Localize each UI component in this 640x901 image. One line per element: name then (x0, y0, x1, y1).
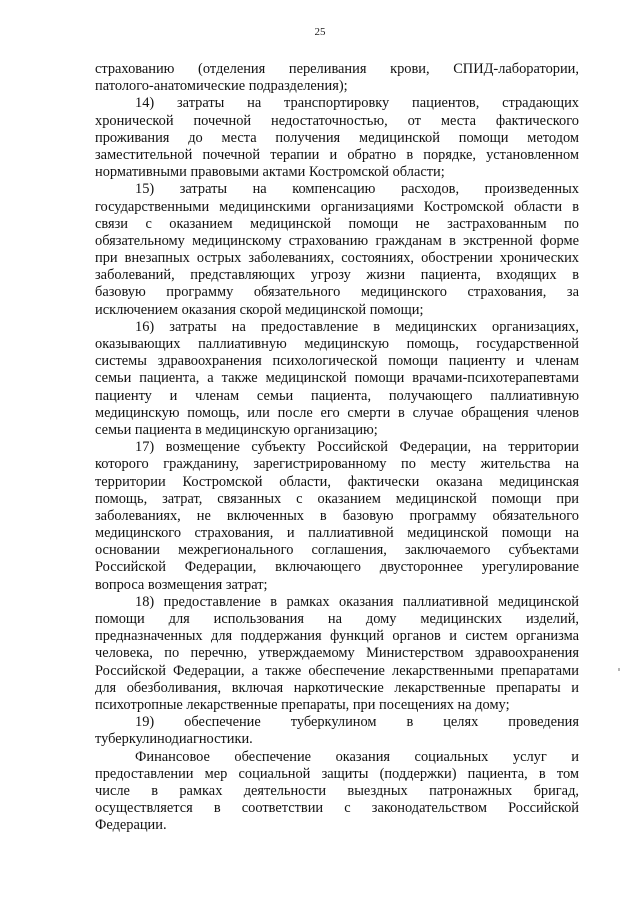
text-line: туберкулинодиагностики. (95, 731, 253, 748)
text-line: 18) предоставление в рамках оказания паллиативной медицинской (135, 593, 579, 610)
text-line: 16) затраты на предоставление в медицинских организациях, (135, 318, 579, 335)
text-line: 19) обеспечение туберкулином в целях проведения (135, 714, 579, 731)
text-line: оказывающих паллиативную медицинскую помощь, государственной (95, 336, 579, 352)
text-line: которого гражданину, зарегистрированному по месту жительства на (95, 456, 579, 473)
text-line: для обезболивания, включая наркотические лекарственные препараты и (95, 679, 579, 696)
text-line: основании межрегионального соглашения, заключаемого субъектами (95, 542, 579, 559)
text-line: человека, по перечню, утверждаемому Министерством здравоохранения (95, 645, 579, 662)
text-line: патолого-анатомические подразделения); (95, 78, 348, 95)
text-line: помощь, затрат, связанных с оказанием медицинской помощи при (95, 490, 579, 507)
text-line: семьи пациента в медицинскую организацию; (95, 421, 378, 438)
text-line: исключением оказания скорой медицинской помощи; (95, 301, 424, 318)
text-line: обязательному медицинскому страхованию гражданам в экстренной форме (95, 232, 579, 249)
text-line: заболеваний, представляющих угрозу жизни пациента, входящих в (95, 267, 579, 284)
text-line: страхованию (отделения переливания крови, СПИД-лаборатории, (95, 61, 579, 77)
text-line: при внезапных острых заболеваниях, состояниях, обострении хронических (95, 250, 579, 267)
text-line: государственными медицинскими организациями Костромской области в (95, 198, 579, 215)
text-line: осуществляется в соответствии с законодательством Российской (95, 800, 579, 817)
text-line: базовую программу обязательного медицинского страхования, за (95, 284, 579, 301)
text-line: 14) затраты на транспортировку пациентов, страдающих (135, 95, 579, 112)
text-line: числе в рамках деятельности выездных патронажных бригад, (95, 782, 579, 799)
text-line: Финансовое обеспечение оказания социальных услуг и (135, 748, 579, 765)
text-line: 17) возмещение субъекту Российской Федерации, на территории (135, 439, 579, 456)
text-line: проживания до места получения медицинской помощи методом (95, 129, 579, 146)
text-line: предоставлении мер социальной защиты (поддержки) пациента, в том (95, 765, 579, 782)
text-line: Федерации. (95, 817, 167, 834)
text-line: пациенту и членам семьи пациента, получающего паллиативную (95, 387, 579, 404)
scan-speck (618, 668, 620, 671)
text-line: заболеваниях, не включенных в базовую программу обязательного (95, 507, 579, 524)
text-line: предназначенных для поддержания функций органов и систем организма (95, 628, 579, 645)
text-line: нормативными правовыми актами Костромской области; (95, 164, 445, 181)
text-line: психотропные лекарственные препараты, при посещениях на дому; (95, 696, 510, 713)
document-body (95, 61, 579, 834)
text-line: связи с оказанием медицинской помощи не застрахованным по (95, 215, 579, 232)
text-line: Российской Федерации, включающего двустороннее урегулирование (95, 559, 579, 576)
text-line: медицинскую помощь, или после его смерти в случае обращения членов (95, 404, 579, 421)
text-line: медицинского страхования, и паллиативной медицинской помощи на (95, 525, 579, 542)
text-line: семьи пациента, а также медицинской помощи врачами-психотерапевтами (95, 370, 579, 387)
text-line: вопроса возмещения затрат; (95, 576, 268, 593)
text-line: помощи для использования на дому медицинских изделий, (95, 611, 579, 627)
text-line: 15) затраты на компенсацию расходов, произведенных (135, 181, 579, 198)
page-number: 25 (314, 26, 326, 38)
text-line: хронической почечной недостаточностью, от места фактического (95, 112, 579, 129)
text-line: заместительной почечной терапии и обратно в порядке, установленном (95, 146, 579, 163)
text-line: территории Костромской области, фактически оказана медицинская (95, 473, 579, 490)
text-line: Российской Федерации, а также обеспечение лекарственными препаратами (95, 662, 579, 679)
text-line: системы здравоохранения психологической помощи пациенту и членам (95, 353, 579, 370)
